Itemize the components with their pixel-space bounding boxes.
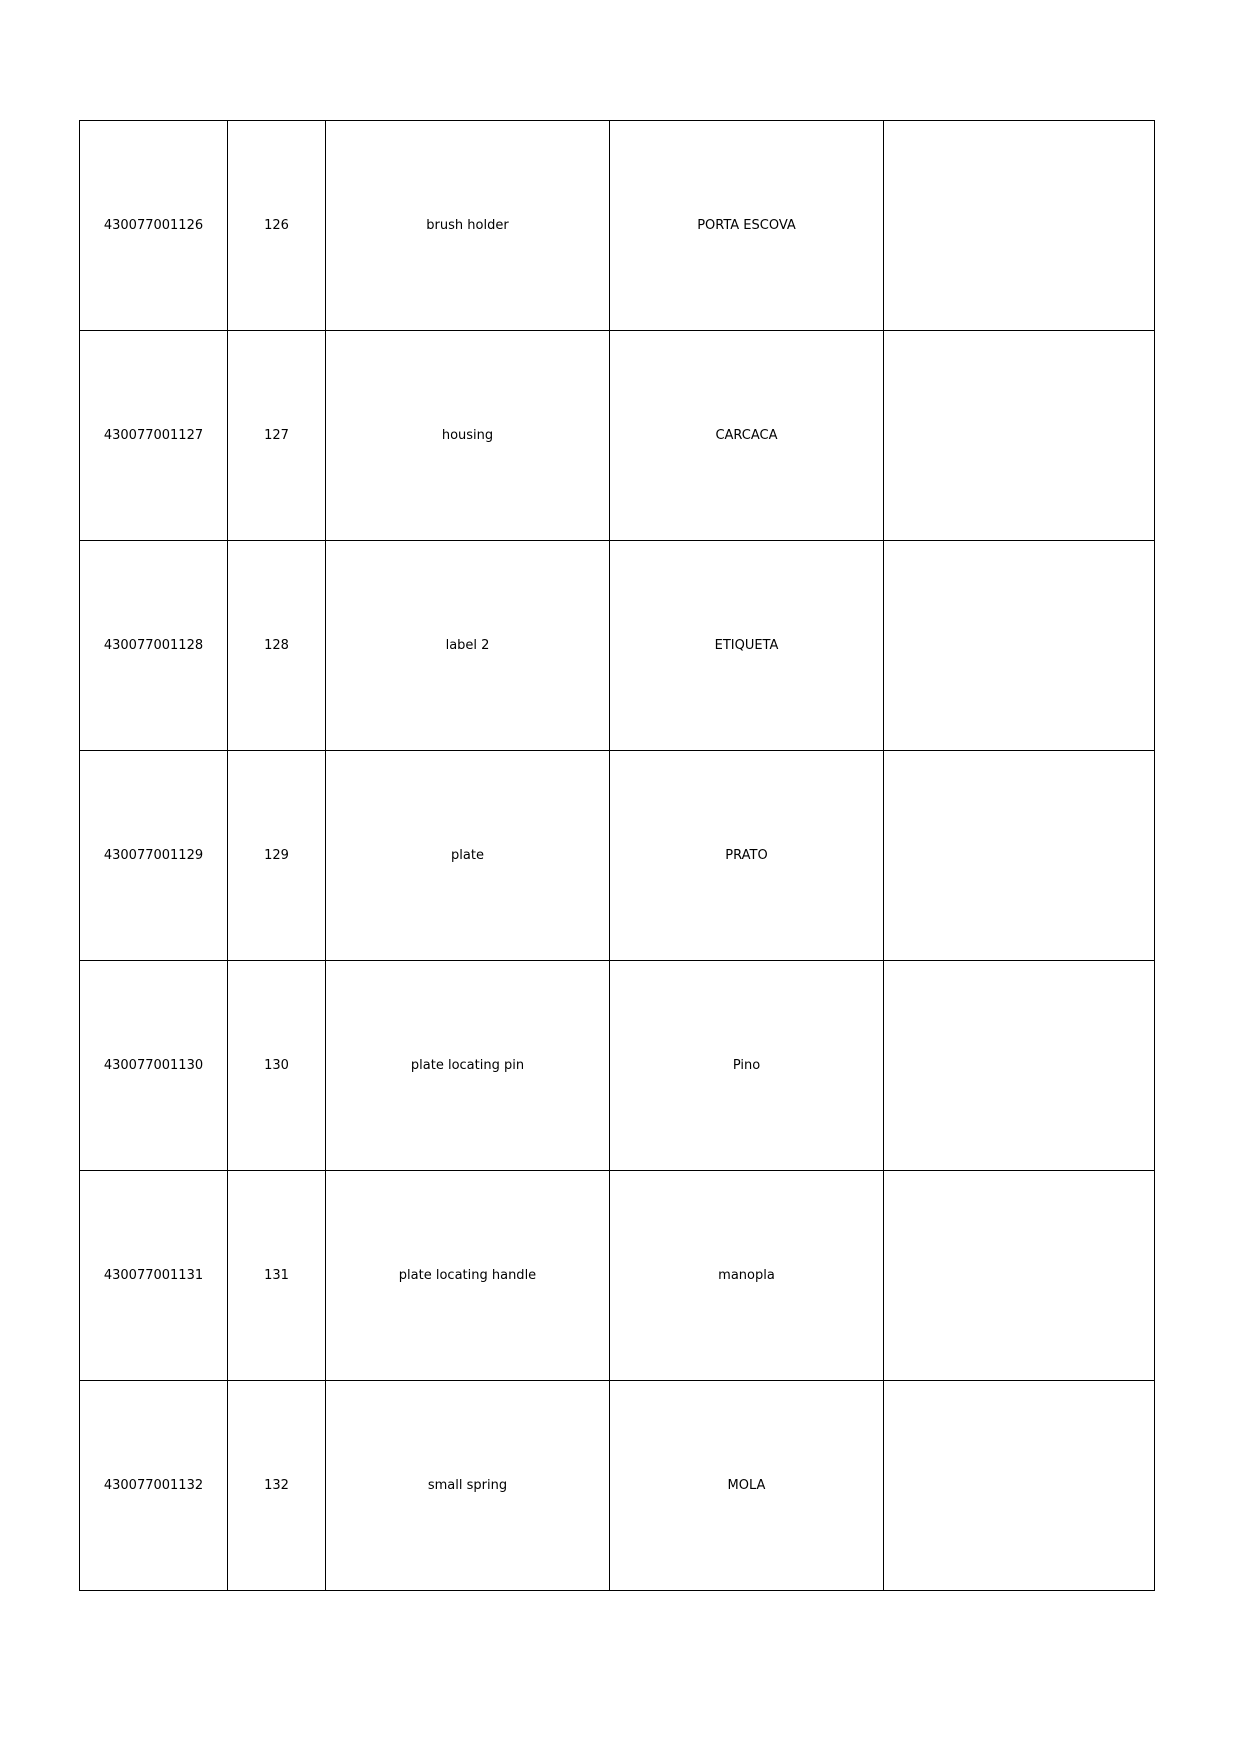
empty-cell xyxy=(884,1171,1155,1381)
english-name-cell: plate locating handle xyxy=(326,1171,610,1381)
item-number-cell: 127 xyxy=(228,331,326,541)
portuguese-name-cell: CARCACA xyxy=(610,331,884,541)
table-row xyxy=(80,541,1155,751)
item-number-cell: 130 xyxy=(228,961,326,1171)
item-number-cell: 132 xyxy=(228,1381,326,1591)
part-code-cell: 430077001127 xyxy=(80,331,228,541)
table-row xyxy=(80,1381,1155,1591)
english-name-cell: label 2 xyxy=(326,541,610,751)
part-code-cell: 430077001126 xyxy=(80,121,228,331)
english-name-cell: plate locating pin xyxy=(326,961,610,1171)
empty-cell xyxy=(884,121,1155,331)
table-row xyxy=(80,751,1155,961)
table-row xyxy=(80,121,1155,331)
portuguese-name-cell: manopla xyxy=(610,1171,884,1381)
parts-table xyxy=(79,120,1155,1591)
part-code-cell: 430077001128 xyxy=(80,541,228,751)
item-number-cell: 129 xyxy=(228,751,326,961)
portuguese-name-cell: PORTA ESCOVA xyxy=(610,121,884,331)
portuguese-name-cell: Pino xyxy=(610,961,884,1171)
item-number-cell: 126 xyxy=(228,121,326,331)
english-name-cell: housing xyxy=(326,331,610,541)
part-code-cell: 430077001132 xyxy=(80,1381,228,1591)
english-name-cell: brush holder xyxy=(326,121,610,331)
empty-cell xyxy=(884,1381,1155,1591)
part-code-cell: 430077001131 xyxy=(80,1171,228,1381)
english-name-cell: plate xyxy=(326,751,610,961)
english-name-cell: small spring xyxy=(326,1381,610,1591)
table-row xyxy=(80,961,1155,1171)
portuguese-name-cell: MOLA xyxy=(610,1381,884,1591)
empty-cell xyxy=(884,331,1155,541)
part-code-cell: 430077001130 xyxy=(80,961,228,1171)
table-row xyxy=(80,1171,1155,1381)
empty-cell xyxy=(884,541,1155,751)
portuguese-name-cell: ETIQUETA xyxy=(610,541,884,751)
empty-cell xyxy=(884,751,1155,961)
item-number-cell: 131 xyxy=(228,1171,326,1381)
item-number-cell: 128 xyxy=(228,541,326,751)
table-row xyxy=(80,331,1155,541)
portuguese-name-cell: PRATO xyxy=(610,751,884,961)
empty-cell xyxy=(884,961,1155,1171)
part-code-cell: 430077001129 xyxy=(80,751,228,961)
